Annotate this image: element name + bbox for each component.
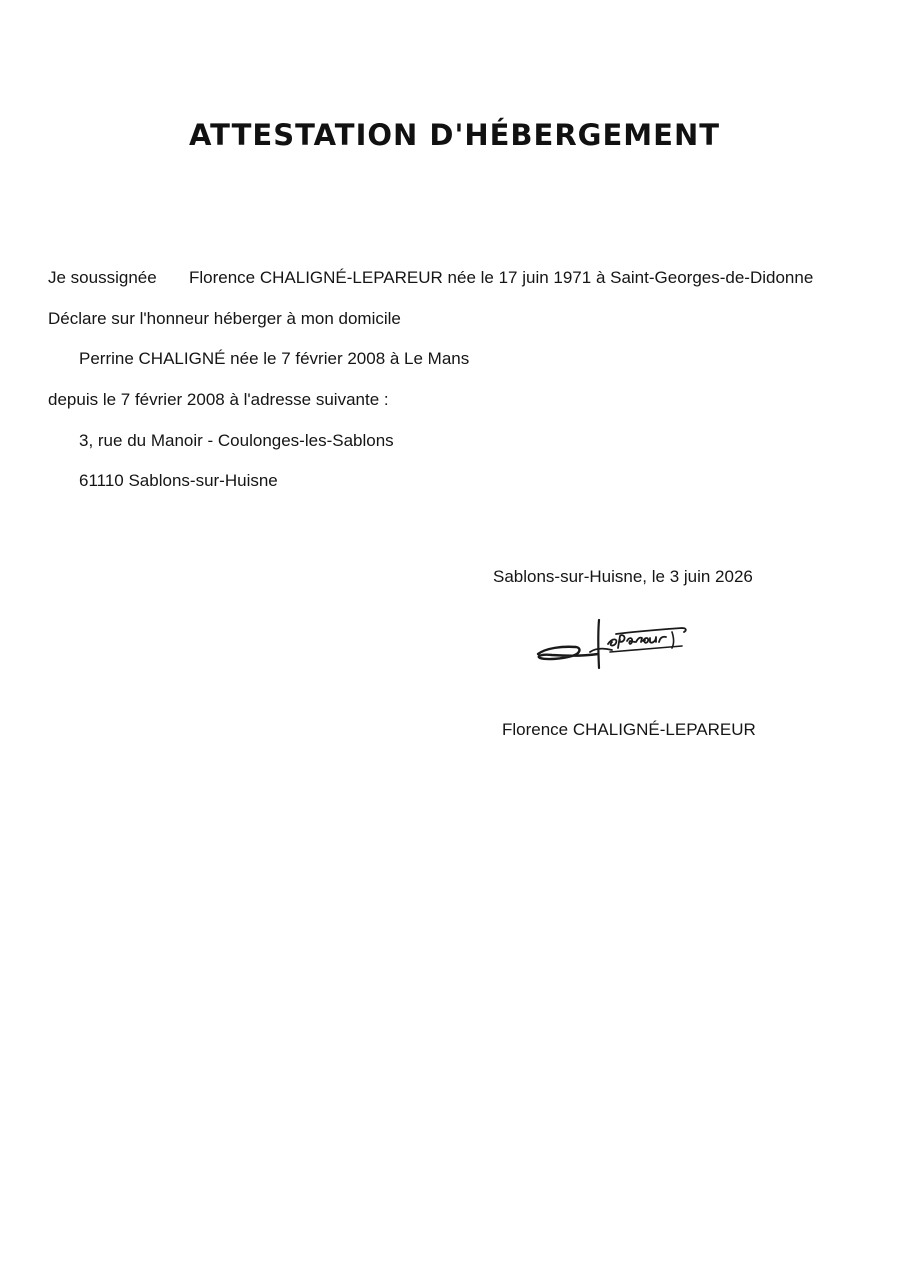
place-date: Sablons-sur-Huisne, le 3 juin 2026 (493, 567, 753, 586)
declarant-details: Florence CHALIGNÉ-LEPAREUR née le 17 juin 1971 à Saint-Georges-de-Didonne (189, 268, 814, 287)
signer-name: Florence CHALIGNÉ-LEPAREUR (502, 720, 756, 739)
address-line-2: 61110 Sablons-sur-Huisne (79, 471, 278, 490)
document-title: ATTESTATION D'HÉBERGEMENT (188, 118, 721, 152)
handwritten-signature (532, 614, 697, 674)
declarant-line (48, 267, 814, 289)
address-line-1: 3, rue du Manoir - Coulonges-les-Sablons (79, 431, 394, 450)
since-line: depuis le 7 février 2008 à l'adresse suivante : (48, 390, 389, 409)
hosted-person-line: Perrine CHALIGNÉ née le 7 février 2008 à Le Mans (79, 349, 470, 368)
declarant-intro: Je soussignée (48, 268, 157, 287)
declaration-line: Déclare sur l'honneur héberger à mon domicile (48, 309, 401, 328)
